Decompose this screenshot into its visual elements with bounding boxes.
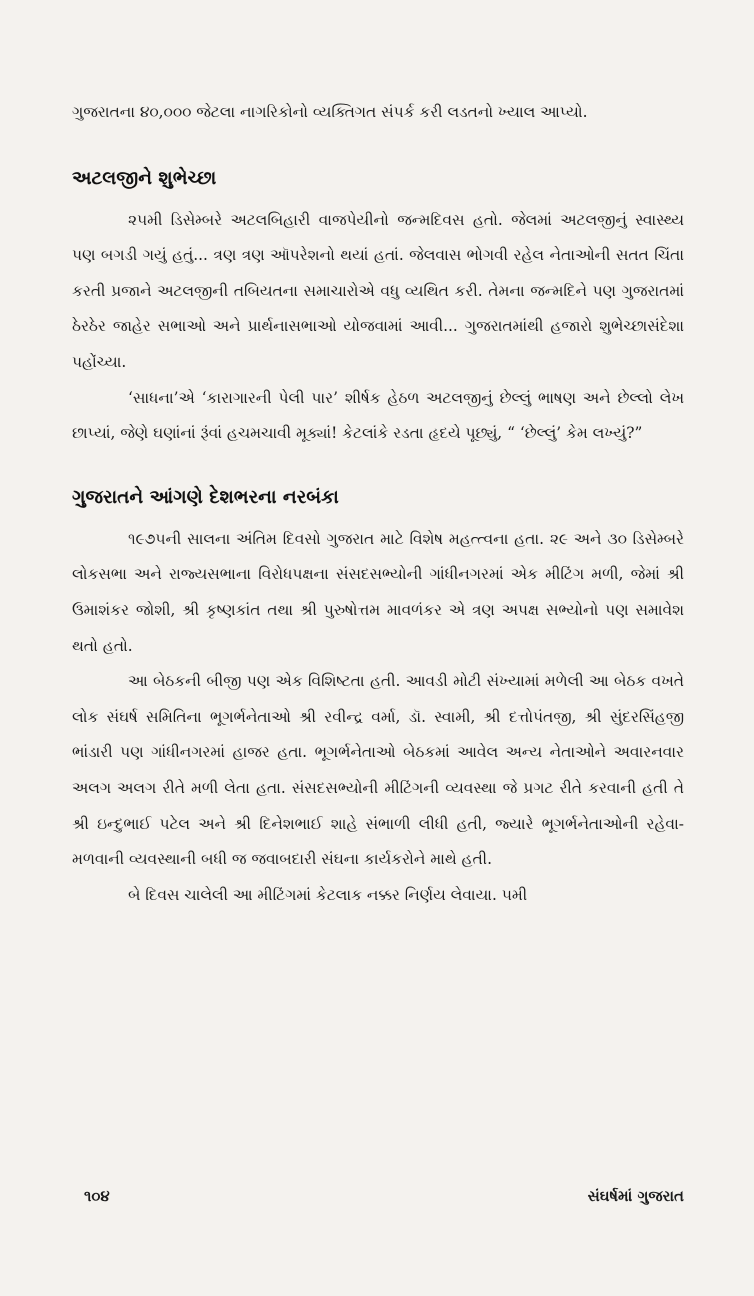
section-heading-gujarat-courtyard: ગુજરાતને આંગણે દેશભરના નરબંકા xyxy=(72,486,339,508)
paragraph-decisions: બે દિવસ ચાલેલી આ મીટિંગમાં કેટલાક નક્કર નિર્ણય લેવાયા. ૫મી xyxy=(128,885,528,904)
paragraph-meeting: ૧૯૭૫ની સાલના અંતિમ દિવસો ગુજરાત માટે વિશેષ મહત્ત્વના હતા. ૨૯ અને ૩૦ ડિસેમ્બરે લોકસભા અને રાજ્યસભાના વિરોધપક્ષના સંસદસભ્યોની ગાંધીનગરમાં એક મીટિંગ મળી, જેમાં શ્રી ઉમાશંકર જોશી, શ્રી કૃષ્ણકાંત તથા શ્રી પુરુષોત્તમ માવળંકર એ ત્રણ અપક્ષ સભ્યોનો પણ સમાવેશ થતો હતો. xyxy=(72,529,684,655)
section-heading-atalji-wishes: અટલજીને શુભેચ્છા xyxy=(72,167,217,189)
paragraph-continuation: ગુજરાતના ૪૦,૦૦૦ જેટલા નાગરિકોનો વ્યક્તિગત સંપર્ક કરી લડતનો ખ્યાલ આપ્યો. xyxy=(72,103,588,121)
paragraph-sadhana: ‘સાધના’એ ‘કારાગારની પેલી પાર’ શીર્ષક હેઠળ અટલજીનું છેલ્લું ભાષણ અને છેલ્લો લેખ છાપ્યાં, જેણે ઘણાંનાં રૂંવાં હચમચાવી મૂક્યાં! કેટલાંકે રડતા હૃદયે પૂછ્યું, “ ‘છેલ્લું’ કેમ લખ્યું?” xyxy=(72,388,684,443)
paragraph-meeting-feature: આ બેઠકની બીજી પણ એક વિશિષ્ટતા હતી. આવડી મોટી સંખ્યામાં મળેલી આ બેઠક વખતે લોક સંઘર્ષ સમિતિના ભૂગર્ભનેતાઓ શ્રી રવીન્દ્ર વર્મા, ડૉ. સ્વામી, શ્રી દત્તોપંતજી, શ્રી સુંદરસિંહજી ભાંડારી પણ ગાંધીનગરમાં હાજર હતા. ભૂગર્ભનેતાઓ બેઠકમાં આવેલ અન્ય નેતાઓને અવારનવાર અલગ અલગ રીતે મળી લેતા હતા. સંસદસભ્યોની મીટિંગની વ્યવસ્થા જે પ્રગટ રીતે કરવાની હતી તે શ્રી ઇન્દુભાઈ પટેલ અને શ્રી દિનેશભાઈ શાહે સંભાળી લીધી હતી, જ્યારે ભૂગર્ભનેતાઓની રહેવા-મળવાની વ્યવસ્થાની બધી જ જવાબદારી સંઘના કાર્યકરોને માથે હતી. xyxy=(72,672,684,869)
paragraph-birthday: ૨૫મી ડિસેમ્બરે અટલબિહારી વાજપેયીનો જન્મદિવસ હતો. જેલમાં અટલજીનું સ્વાસ્થ્ય પણ બગડી ગયું હતું... ત્રણ ત્રણ ઑપરેશનો થયાં હતાં. જેલવાસ ભોગવી રહેલ નેતાઓની સતત ચિંતા કરતી પ્રજાને અટલજીની તબિયતના સમાચારોએ વધુ વ્યથિત કરી. તેમના જન્મદિને પણ ગુજરાતમાં ઠેરઠેર જાહેર સભાઓ અને પ્રાર્થનાસભાઓ યોજવામાં આવી... ગુજરાતમાંથી હજારો શુભેચ્છાસંદેશા પહોંચ્યા. xyxy=(72,210,684,371)
page-content xyxy=(72,95,684,913)
page-footer xyxy=(72,1176,684,1216)
page-number: ૧૦૪ xyxy=(84,1187,110,1205)
book-title: સંઘર્ષમાં ગુજરાત xyxy=(587,1187,684,1205)
